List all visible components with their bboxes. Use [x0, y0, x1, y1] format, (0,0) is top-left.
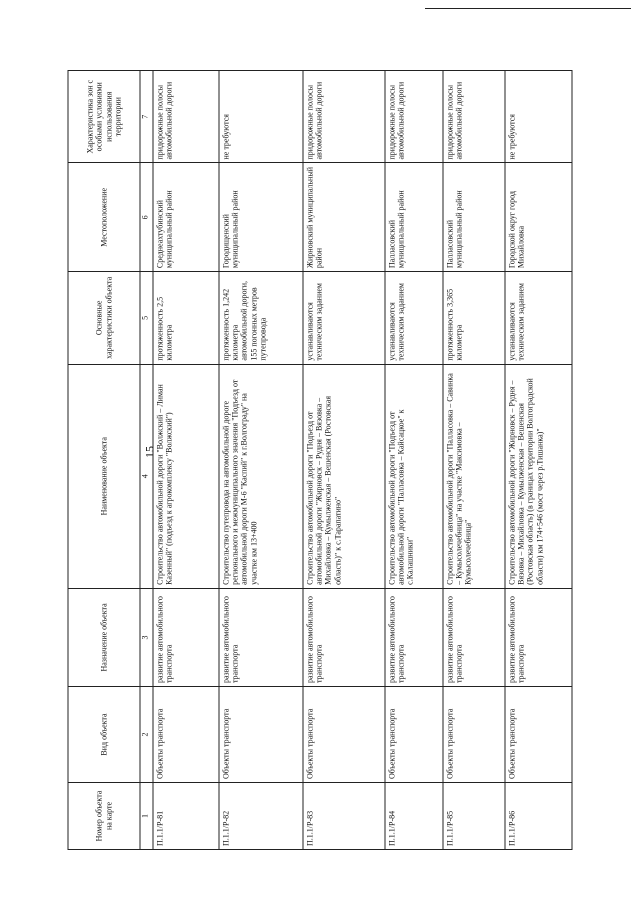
cell-location: Палласовский муниципальный район [385, 163, 443, 272]
cell-name: Строительство автомобильной дороги "Жирновск – Рудня – Вязовка – Михайловка – Кумылженская – Вешенская (Ростовская область) (в границах территории Волгоградской области) км 174+546 (мост через р.Тишанка)" [505, 364, 572, 588]
header-cell: Основные характеристики объекта [68, 272, 140, 364]
cell-location: Жирновский муниципальный район [303, 163, 385, 272]
column-number: 3 [140, 588, 153, 686]
cell-id: П.1.1/Р-83 [303, 782, 385, 849]
cell-name: Строительство автомобильной дороги "Подъезд от автомобильной дороги "Палласовка – Кайсацкое" к с.Калашники" [385, 364, 443, 588]
cell-name: Строительство автомобильной дороги "Палласовка – Савинка – Кумысолечебница" на участке "Максимовка – Кумысолечебница" [443, 364, 505, 588]
header-cell: Наименование объекта [68, 364, 140, 588]
cell-zones: придорожные полосы автомобильной дороги [153, 71, 219, 164]
cell-id: П.1.1/Р-82 [219, 782, 303, 849]
cell-purpose: развитие автомобильного транспорта [153, 588, 219, 686]
column-number: 4 [140, 364, 153, 588]
cell-location: Городищенский муниципальный район [219, 163, 303, 272]
header-cell: Местоположение [68, 163, 140, 272]
cell-purpose: развитие автомобильного транспорта [219, 588, 303, 686]
column-number: 6 [140, 163, 153, 272]
corner-rule [425, 8, 631, 9]
column-number: 7 [140, 71, 153, 164]
cell-type: Объекты транспорта [443, 687, 505, 783]
cell-specs: протяженность 1,242 километра автомобильной дороги, 155 погонных метров путепровода [219, 272, 303, 364]
cell-name: Строительство путепровода на автомобильной дороге регионального и межмуниципального значения "Подъезд от автомобильной дороги М-6 "Каспий" к г.Волгограду" на участке км 13+400 [219, 364, 303, 588]
header-cell: Характеристика зон с особыми условиями использования территории [68, 71, 140, 164]
column-number: 5 [140, 272, 153, 364]
cell-zones: не требуются [505, 71, 572, 164]
objects-table [68, 70, 573, 850]
table-row [385, 71, 443, 850]
cell-zones: придорожные полосы автомобильной дороги [303, 71, 385, 164]
header-cell: Вид объекта [68, 687, 140, 783]
cell-purpose: развитие автомобильного транспорта [505, 588, 572, 686]
cell-id: П.1.1/Р-86 [505, 782, 572, 849]
column-number-row [140, 71, 153, 850]
cell-purpose: развитие автомобильного транспорта [443, 588, 505, 686]
header-cell: Номер объекта на карте [68, 782, 140, 849]
cell-name: Строительство автомобильной дороги "Подъезд от автомобильной дороги "Жирновск – Рудня – Вязовка – Михайловка – Кумылженская – Вешенская (Ростовская область)" к с.Тарапатино" [303, 364, 385, 588]
table-header-row [68, 71, 140, 850]
cell-zones: придорожные полосы автомобильной дороги [443, 71, 505, 164]
cell-specs: устанавливаются техническим заданием [505, 272, 572, 364]
cell-specs: устанавливаются техническим заданием [385, 272, 443, 364]
cell-location: Городской округ город Михайловка [505, 163, 572, 272]
table-row [505, 71, 572, 850]
table-row [153, 71, 219, 850]
table-row [303, 71, 385, 850]
cell-type: Объекты транспорта [303, 687, 385, 783]
cell-id: П.1.1/Р-81 [153, 782, 219, 849]
cell-id: П.1.1/Р-85 [443, 782, 505, 849]
cell-purpose: развитие автомобильного транспорта [303, 588, 385, 686]
cell-type: Объекты транспорта [219, 687, 303, 783]
cell-purpose: развитие автомобильного транспорта [385, 588, 443, 686]
cell-name: Строительство автомобильной дороги "Волжский – Лиман Казенный" (подъезд к агрокомплексу "Волжский") [153, 364, 219, 588]
table-row [443, 71, 505, 850]
cell-zones: придорожные полосы автомобильной дороги [385, 71, 443, 164]
column-number: 1 [140, 782, 153, 849]
table-row [219, 71, 303, 850]
cell-specs: протяженность 3,365 километра [443, 272, 505, 364]
cell-location: Палласовский муниципальный район [443, 163, 505, 272]
header-cell: Назначение объекта [68, 588, 140, 686]
cell-type: Объекты транспорта [153, 687, 219, 783]
cell-type: Объекты транспорта [385, 687, 443, 783]
cell-type: Объекты транспорта [505, 687, 572, 783]
cell-specs: протяженность 2,5 километра [153, 272, 219, 364]
cell-specs: устанавливаются техническим заданием [303, 272, 385, 364]
rotated-table-container [68, 70, 573, 850]
cell-zones: не требуются [219, 71, 303, 164]
column-number: 2 [140, 687, 153, 783]
cell-location: Среднеахтубинский муниципальный район [153, 163, 219, 272]
cell-id: П.1.1/Р-84 [385, 782, 443, 849]
page-number: 15 [142, 446, 157, 458]
